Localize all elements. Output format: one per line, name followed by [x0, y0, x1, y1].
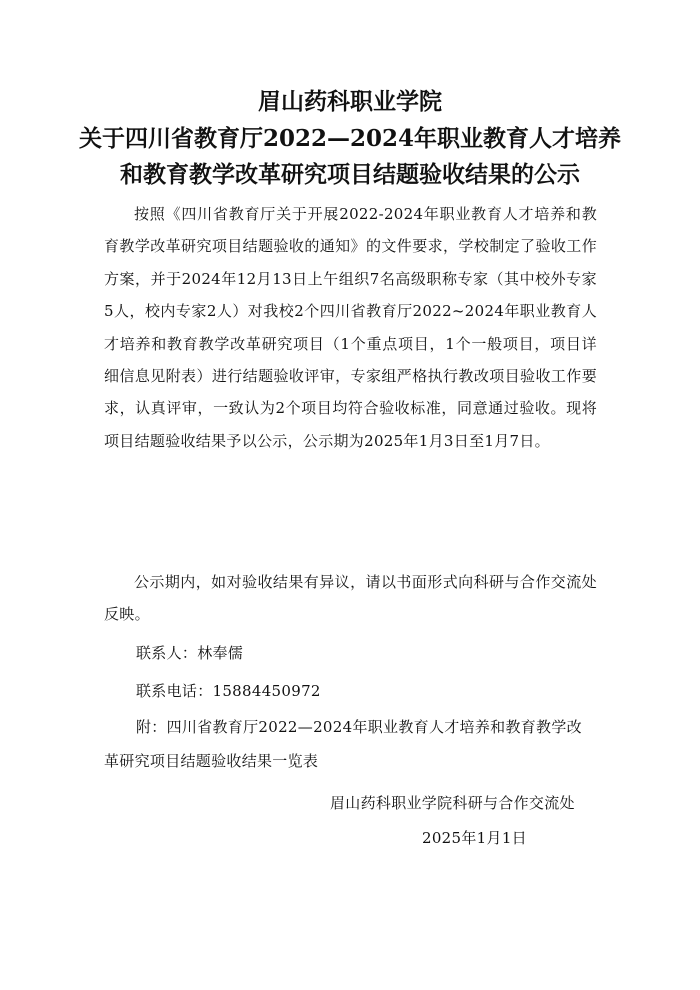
contact-person: 联系人：林奉儒 [136, 644, 244, 662]
institution-title: 眉山药科职业学院 [258, 88, 442, 115]
signature-organization: 眉山药科职业学院科研与合作交流处 [330, 794, 575, 812]
signature-date: 2025年1月1日 [422, 829, 527, 847]
notice-title-line-1: 关于四川省教育厅2022—2024年职业教育人才培养 [78, 125, 622, 152]
main-paragraph: 按照《四川省教育厅关于开展2022-2024年职业教育人才培养和教育教学改革研究项目结题验收的通知》的文件要求，学校制定了验收工作方案，并于2024年12月13日上午组织7名高级职称专家（其中校外专家5人，校内专家2人）对我校2个四川省教育厅2022~2024年职业教育人才培养和教育教学改革研究项目（1个重点项目，1个一般项目，项目详细信息见附表）进行结题验收评审，专家组严格执行教改项目验收工作要求，认真评审，一致认为2个项目均符合验收标准，同意通过验收。现将项目结题验收结果予以公示，公示期为2025年1月3日至1月7日。 [104, 205, 597, 450]
attachment-note: 附：四川省教育厅2022—2024年职业教育人才培养和教育教学改革研究项目结题验收结果一览表 [104, 718, 582, 770]
objection-paragraph: 公示期内，如对验收结果有异议，请以书面形式向科研与合作交流处反映。 [104, 573, 597, 624]
notice-title-line-2: 和教育教学改革研究项目结题验收结果的公示 [120, 161, 580, 188]
contact-phone: 联系电话：15884450972 [136, 682, 321, 700]
